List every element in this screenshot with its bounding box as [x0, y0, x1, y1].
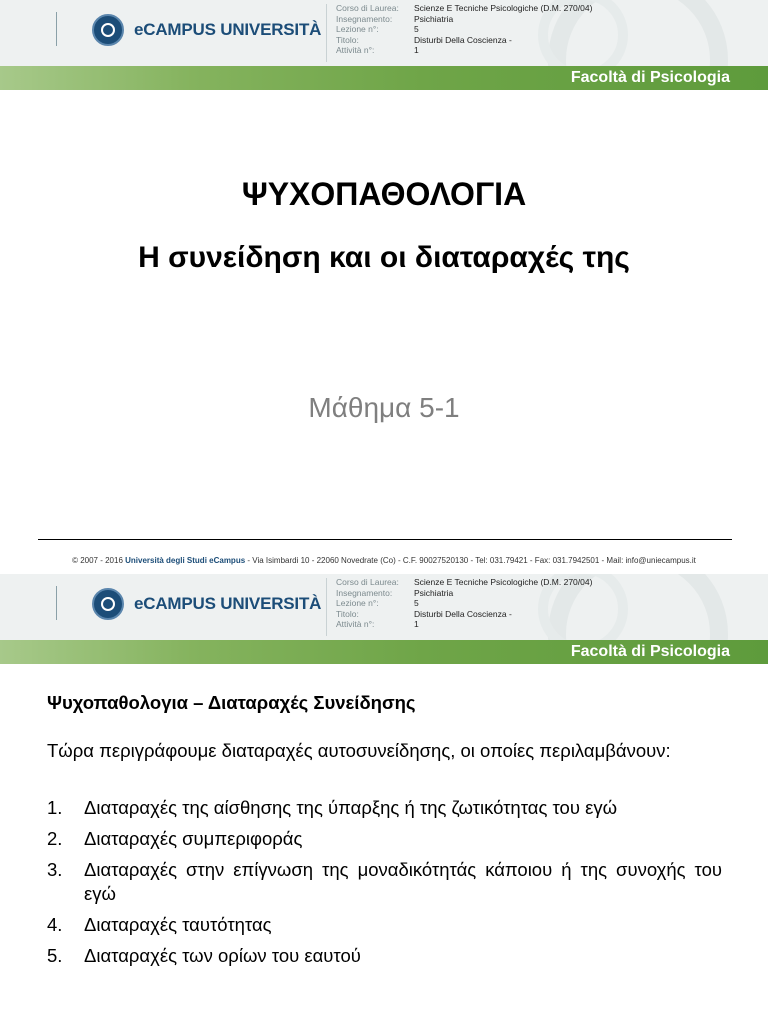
- course-info-row: Insegnamento: Psichiatria: [336, 13, 454, 24]
- course-info-row: Corso di Laurea: Scienze E Tecniche Psicologiche (D.M. 270/04): [336, 577, 593, 587]
- disorders-list: [47, 796, 722, 975]
- course-info: [336, 577, 592, 630]
- header-separator: [326, 578, 327, 636]
- course-info-row: Lezione n°: 5: [336, 598, 419, 609]
- slide-heading: Ψυχοπαθολογια – Διαταραχές Συνείδησης: [47, 692, 416, 713]
- copyright-footer: © 2007 - 2016 Università degli Studi eCampus - Via Isimbardi 10 - 22060 Novedrate (Co) - C.F. 90027520130 - Tel: 031.79421 - Fax: 031.7942501 - Mail: info@uniecampus.it: [72, 556, 696, 565]
- header-divider: [56, 12, 57, 46]
- ecampus-seal-icon: [92, 14, 124, 46]
- list-item: 3. Διαταραχές στην επίγνωση της μοναδικότητάς κάποιου ή της συνοχής του εγώ: [47, 859, 722, 904]
- slide-header: [0, 574, 768, 640]
- intro-paragraph: Τώρα περιγράφουμε διαταραχές αυτοσυνείδησης, οι οποίες περιλαμβάνουν:: [47, 740, 671, 761]
- header-separator: [326, 4, 327, 62]
- list-item: 4. Διαταραχές ταυτότητας: [47, 914, 272, 935]
- list-item: 2. Διαταραχές συμπεριφοράς: [47, 828, 303, 849]
- content-slide: [0, 574, 768, 1024]
- footer-rule: [38, 539, 732, 540]
- slide-title: ΨΥΧΟΠΑΘΟΛΟΓΙΑ: [241, 176, 527, 212]
- brand-logo-text: eCAMPUS UNIVERSITÀ: [134, 594, 322, 613]
- course-info: [336, 3, 592, 56]
- course-info-row: Attività n°: 1: [336, 619, 419, 630]
- course-info-row: Corso di Laurea: Scienze E Tecniche Psicologiche (D.M. 270/04): [336, 3, 593, 13]
- course-info-row: Insegnamento: Psichiatria: [336, 587, 454, 598]
- slide-header: [0, 0, 768, 66]
- faculty-bar: [0, 640, 768, 664]
- course-info-row: Attività n°: 1: [336, 45, 419, 56]
- header-divider: [56, 586, 57, 620]
- lesson-number: Μάθημα 5-1: [308, 392, 460, 423]
- slide-subtitle: Η συνείδηση και οι διαταραχές της: [138, 241, 630, 274]
- faculty-label: Facoltà di Psicologia: [570, 643, 730, 660]
- course-info-row: Titolo: Disturbi Della Coscienza -: [336, 608, 512, 619]
- list-item: 5. Διαταραχές των ορίων του εαυτού: [47, 945, 361, 966]
- list-item: 1. Διαταραχές της αίσθησης της ύπαρξης ή της ζωτικότητας του εγώ: [47, 797, 618, 818]
- ecampus-seal-icon: [92, 588, 124, 620]
- course-info-row: Lezione n°: 5: [336, 24, 419, 35]
- faculty-label: Facoltà di Psicologia: [570, 69, 730, 86]
- faculty-bar: [0, 66, 768, 90]
- course-info-row: Titolo: Disturbi Della Coscienza -: [336, 34, 512, 45]
- brand-logo-text: eCAMPUS UNIVERSITÀ: [134, 20, 322, 39]
